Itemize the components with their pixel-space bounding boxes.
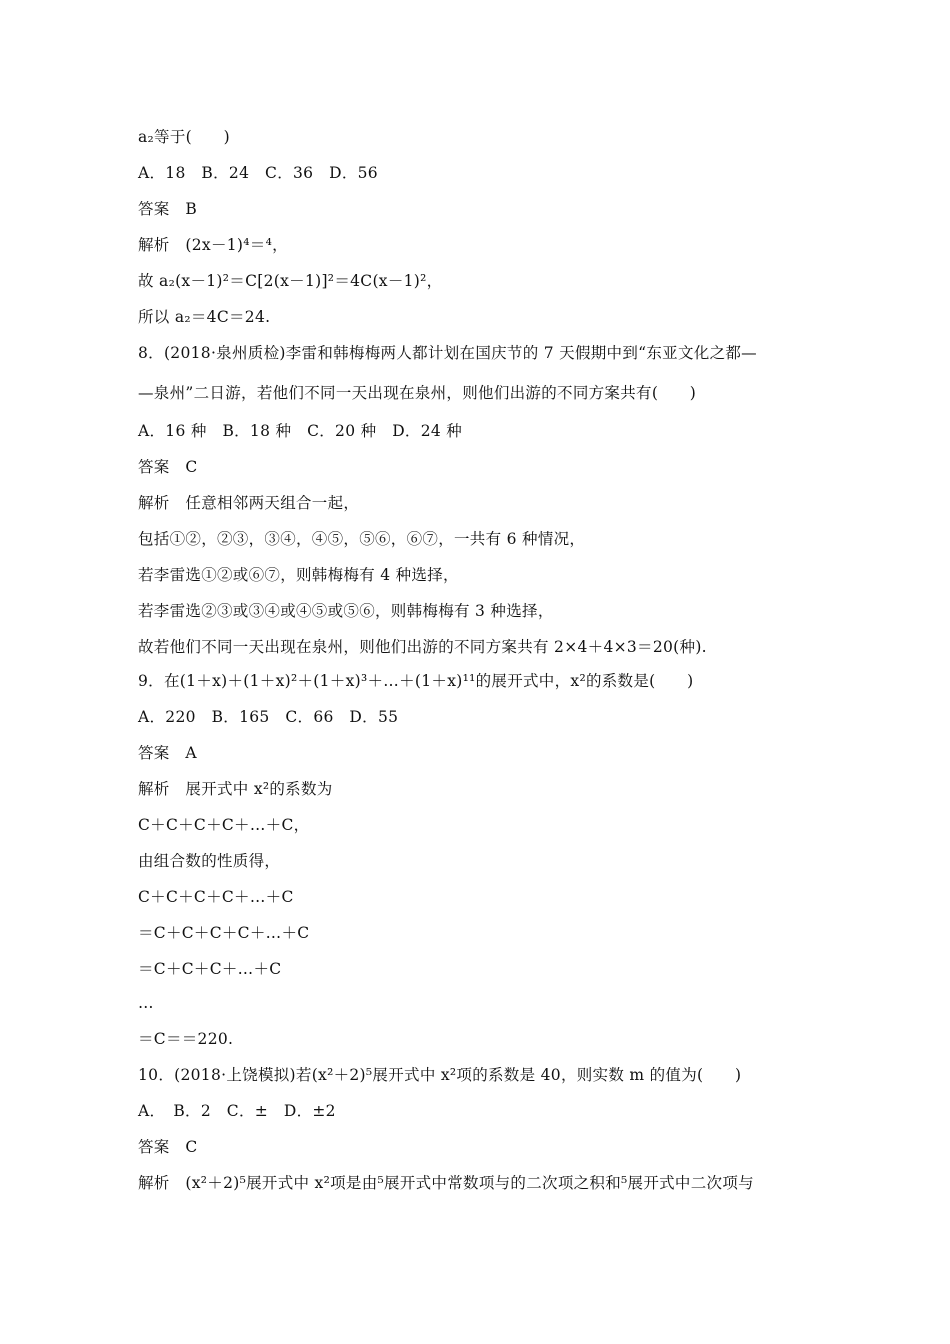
solution-line: 故若他们不同一天出现在泉州，则他们出游的不同方案共有 2×4＋4×3＝20(种).: [138, 638, 707, 656]
question-10-text: 10．(2018·上饶模拟)若(x²＋2)⁵展开式中 x²项的系数是 40，则实数 m 的值为( ): [138, 1066, 742, 1084]
solution-line: 解析 展开式中 x²的系数为: [138, 780, 333, 798]
solution-line: 所以 a₂＝4C＝24.: [138, 308, 271, 326]
answer-options: A．18 B．24 C．36 D．56: [138, 164, 378, 182]
answer-label: 答案 B: [138, 200, 198, 218]
answer-label: 答案 C: [138, 1138, 198, 1156]
solution-line: …: [138, 994, 154, 1012]
solution-line: ＝C＝＝220.: [138, 1030, 234, 1048]
text-line: a₂等于( ): [138, 128, 230, 146]
solution-line: C＋C＋C＋C＋…＋C，: [138, 816, 310, 834]
solution-line: 解析 (2x－1)⁴＝⁴，: [138, 236, 288, 254]
answer-options: A． B．2 C．± D．±2: [138, 1102, 336, 1120]
solution-line: 包括①②，②③，③④，④⑤，⑤⑥，⑥⑦，一共有 6 种情况，: [138, 530, 586, 548]
solution-line: C＋C＋C＋C＋…＋C: [138, 888, 294, 906]
answer-label: 答案 A: [138, 744, 197, 762]
solution-line: ＝C＋C＋C＋…＋C: [138, 960, 282, 978]
solution-line: 由组合数的性质得，: [138, 852, 281, 870]
solution-line: 解析 (x²＋2)⁵展开式中 x²项是由⁵展开式中常数项与的二次项之积和⁵展开式中二次项与: [138, 1174, 754, 1192]
question-8-text: —泉州”二日游，若他们不同一天出现在泉州，则他们出游的不同方案共有( ): [138, 384, 697, 402]
answer-label: 答案 C: [138, 458, 198, 476]
question-9-text: 9．在(1＋x)＋(1＋x)²＋(1＋x)³＋…＋(1＋x)¹¹的展开式中，x²的系数是( ): [138, 672, 694, 690]
solution-line: 若李雷选②③或③④或④⑤或⑤⑥，则韩梅梅有 3 种选择，: [138, 602, 554, 620]
solution-line: 故 a₂(x－1)²＝C[2(x－1)]²＝4C(x－1)²，: [138, 272, 443, 290]
solution-line: 若李雷选①②或⑥⑦，则韩梅梅有 4 种选择，: [138, 566, 459, 584]
question-8-text: 8．(2018·泉州质检)李雷和韩梅梅两人都计划在国庆节的 7 天假期中到“东亚文化之都—: [138, 344, 757, 362]
solution-line: ＝C＋C＋C＋C＋…＋C: [138, 924, 310, 942]
answer-options: A．16 种 B．18 种 C．20 种 D．24 种: [138, 422, 463, 440]
solution-line: 解析 任意相邻两天组合一起，: [138, 494, 360, 512]
answer-options: A．220 B．165 C．66 D．55: [138, 708, 399, 726]
